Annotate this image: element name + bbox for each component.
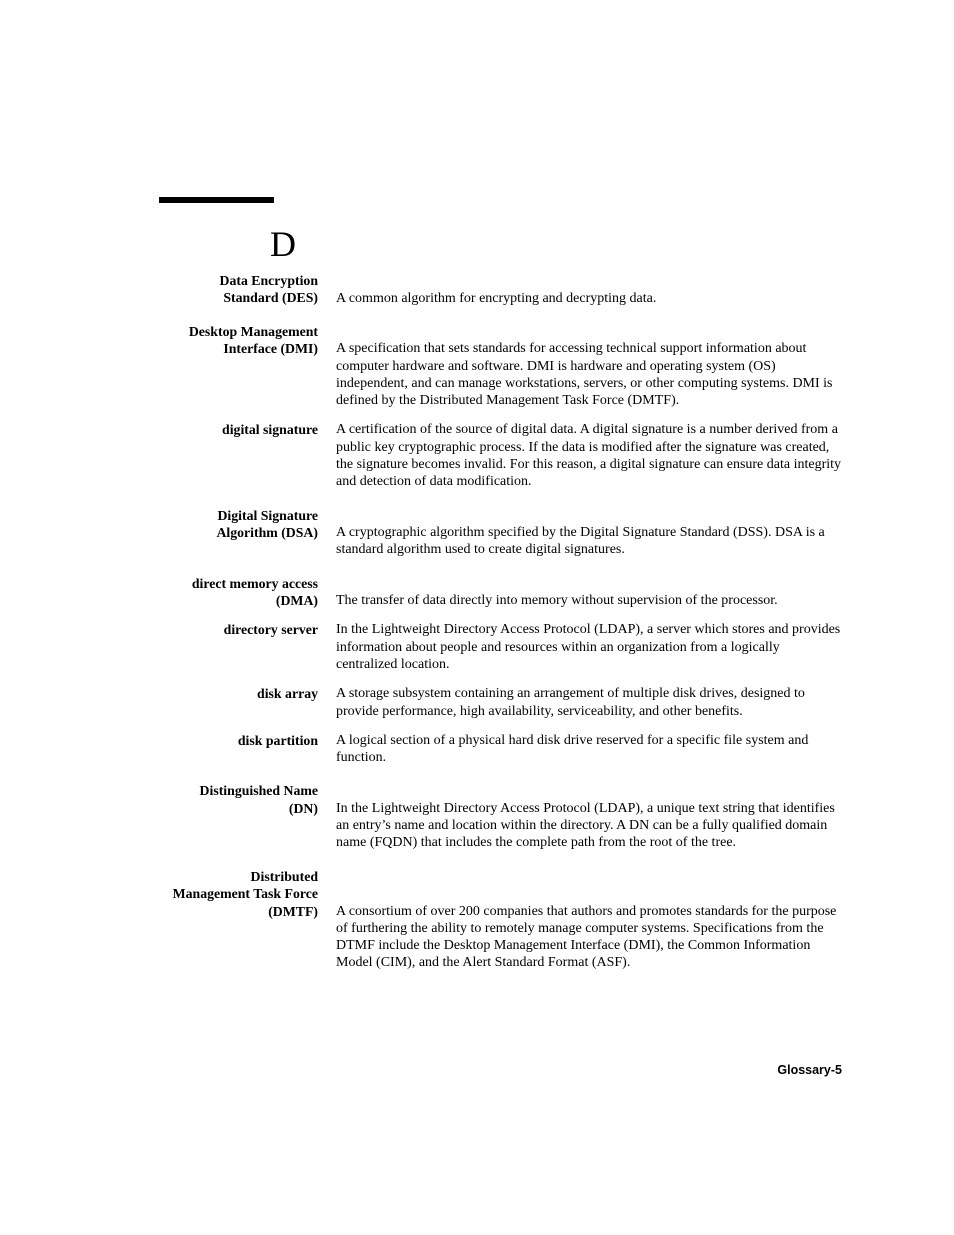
glossary-term [150, 685, 318, 702]
glossary-term [150, 575, 318, 610]
glossary-definition: The transfer of data directly into memory without supervision of the processor. [336, 593, 778, 609]
glossary-definition: A logical section of a physical hard disk drive reserved for a specific file system and function. [336, 732, 809, 766]
term-line: direct memory access [191, 575, 318, 591]
glossary-definition: In the Lightweight Directory Access Protocol (LDAP), a unique text string that identifies an entry’s name and location within the directory. A DN can be a fully qualified domain name (FQDN) that includes the complete path from the root of the tree. [336, 800, 835, 851]
glossary-definition: A common algorithm for encrypting and decrypting data. [336, 290, 657, 306]
glossary-entry [150, 685, 850, 720]
glossary-definition: A consortium of over 200 companies that authors and promotes standards for the purpose of furthering the ability to remotely manage computer systems. Specifications from the DTMF include the Desktop Management Interface (DMI), the Common Information Model (CIM), and the Alert Standard Format (ASF). [336, 903, 837, 971]
term-line: Distributed [250, 868, 318, 884]
glossary-entry [150, 782, 850, 851]
term-line: Digital Signature [217, 507, 318, 523]
glossary-term [150, 732, 318, 749]
glossary-entry [150, 868, 850, 972]
glossary-definition: A specification that sets standards for accessing technical support information about computer hardware and software. DMI is hardware and operating system (OS) independent, and can manage workstations, servers, or other computing systems. DMI is defined by the Distributed Management Task Force (DMTF). [336, 341, 833, 409]
glossary-entry [150, 507, 850, 559]
glossary-definition: In the Lightweight Directory Access Protocol (LDAP), a server which stores and provides information about people and resources within an organization from a logically centralized location. [336, 622, 841, 672]
term-line: (DMA) [275, 592, 318, 608]
glossary-term [150, 323, 318, 358]
term-line: directory server [223, 622, 318, 638]
glossary-definition: A cryptographic algorithm specified by the Digital Signature Standard (DSS). DSA is a standard algorithm used to create digital signatures. [336, 524, 825, 558]
glossary-term [150, 782, 318, 817]
term-line: Standard (DES) [223, 290, 318, 306]
glossary-term [150, 507, 318, 542]
section-letter: D [270, 224, 296, 264]
term-line: Interface (DMI) [223, 341, 318, 357]
term-line: disk partition [237, 732, 318, 748]
glossary-definition: A storage subsystem containing an arrangement of multiple disk drives, designed to provide performance, high availability, serviceability, and other benefits. [336, 686, 805, 719]
term-line: (DMTF) [268, 903, 318, 919]
glossary-entry [150, 323, 850, 410]
glossary-definition: A certification of the source of digital data. A digital signature is a number derived from a public key cryptographic process. If the data is modified after the signature was created, the signature becomes invalid. For this reason, a digital signature can ensure data integrity and detection of data modification. [336, 422, 842, 490]
term-line: Data Encryption [219, 273, 318, 288]
glossary-term [150, 868, 318, 920]
term-line: (DN) [288, 800, 318, 816]
glossary-entry [150, 272, 850, 307]
term-line: Desktop Management [188, 323, 318, 339]
term-line: disk array [257, 686, 318, 702]
glossary-term [150, 272, 318, 307]
glossary-entry [150, 732, 850, 767]
glossary-entry [150, 575, 850, 610]
term-line: Algorithm (DSA) [216, 524, 318, 540]
glossary-entry [150, 621, 850, 673]
term-line: digital signature [222, 422, 318, 438]
glossary-term [150, 421, 318, 438]
glossary-term [150, 621, 318, 638]
section-rule [159, 197, 274, 203]
glossary-entries [150, 272, 850, 984]
page-footer-label: Glossary-5 [777, 1063, 842, 1077]
term-line: Distinguished Name [199, 783, 318, 799]
term-line: Management Task Force [172, 886, 318, 902]
glossary-entry [150, 421, 850, 490]
